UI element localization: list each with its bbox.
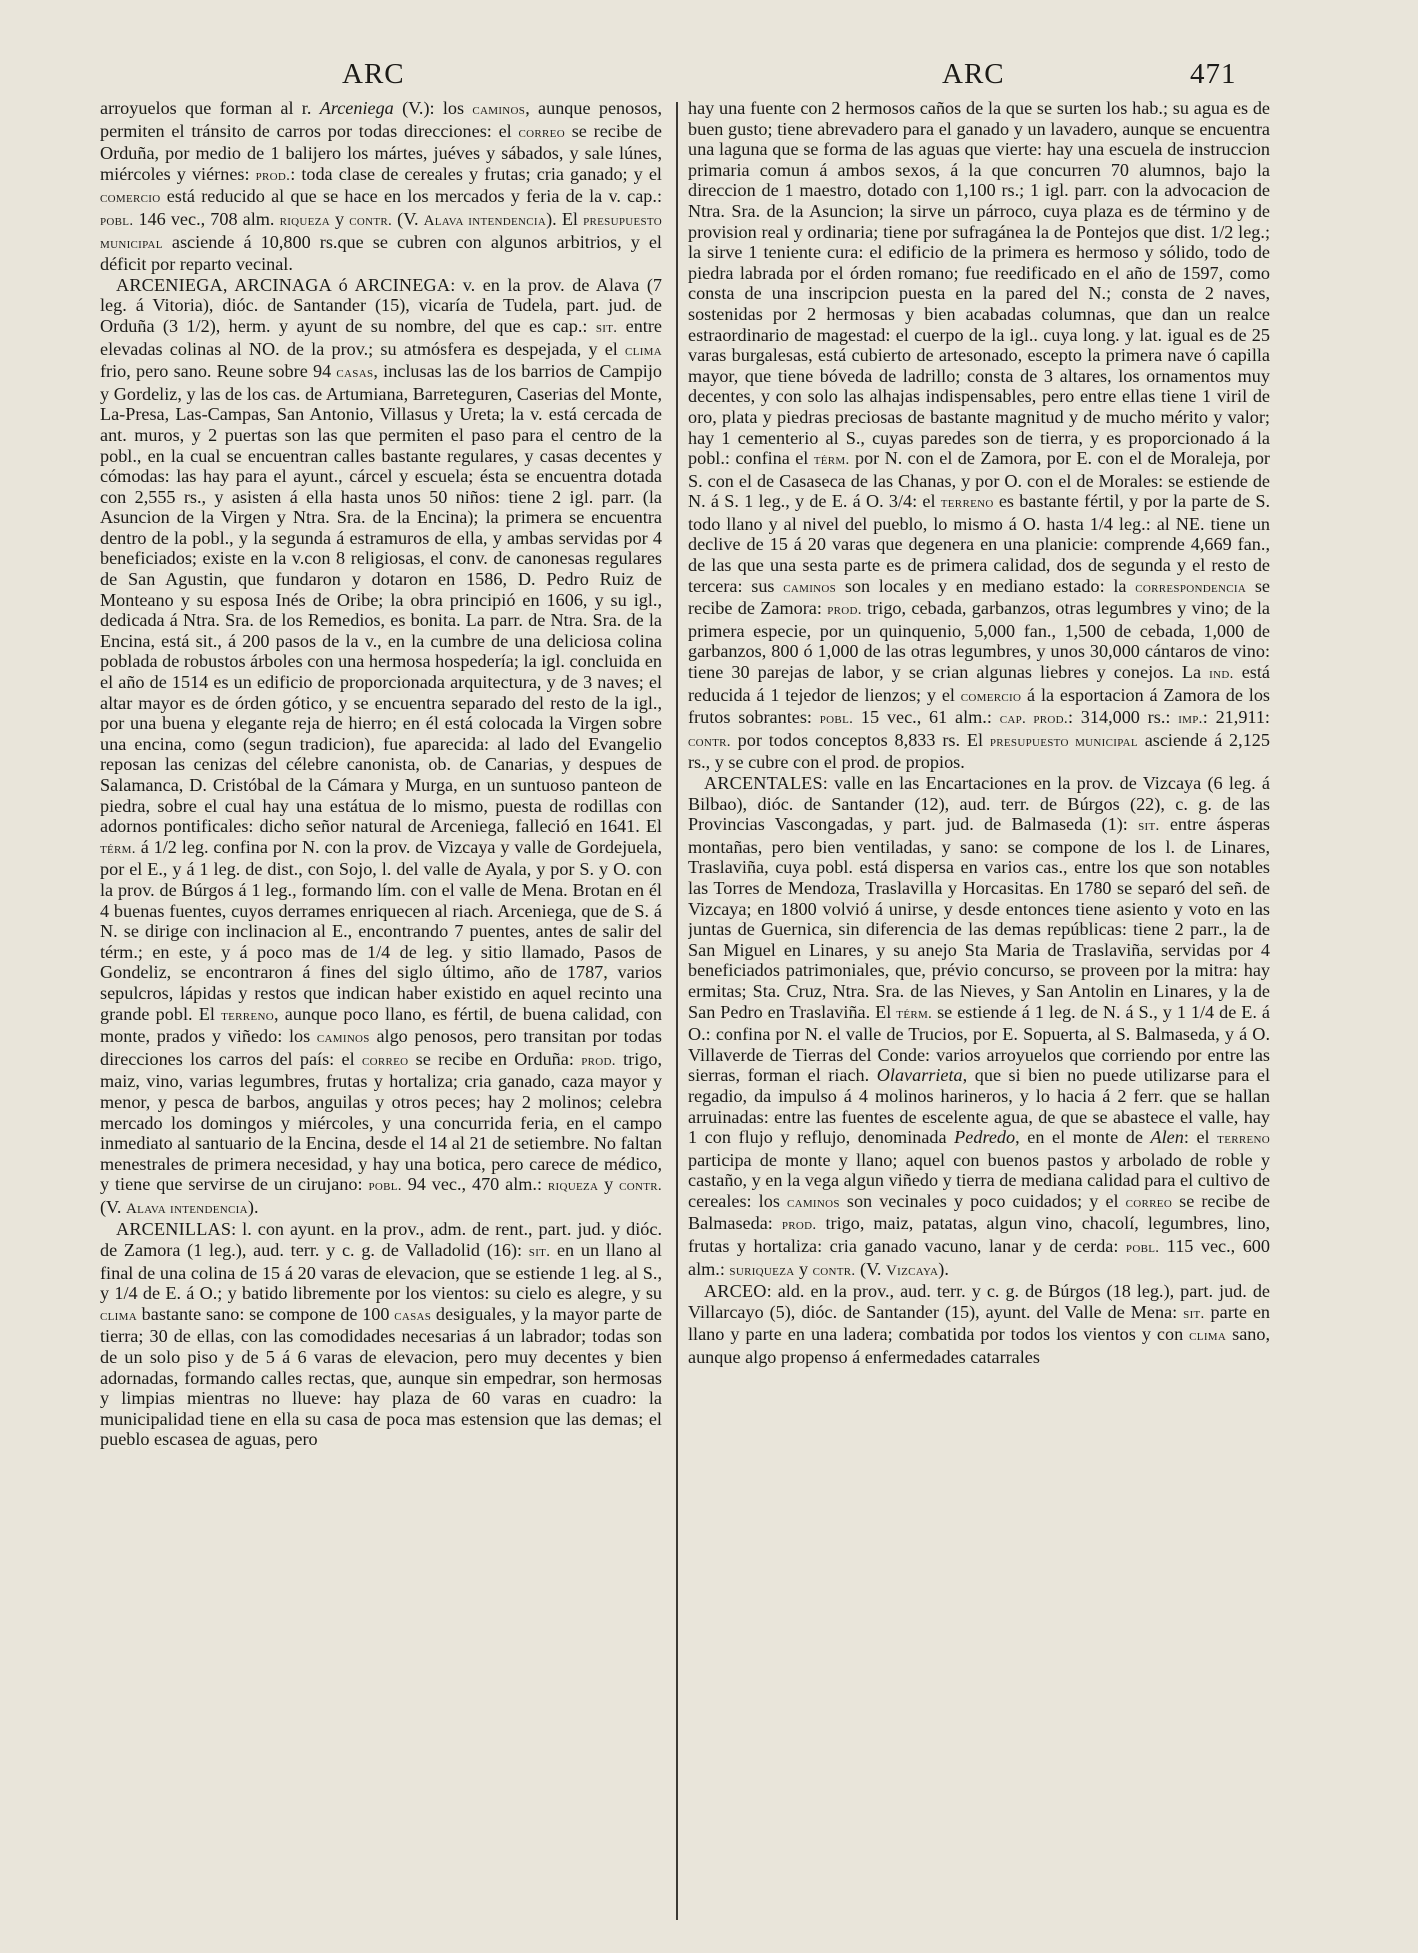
text-run: suriqueza — [729, 1262, 795, 1279]
text-run: Alen — [1150, 1127, 1184, 1148]
left-running-title: ARC — [342, 58, 405, 90]
text-run: correo — [361, 1052, 409, 1069]
text-run: : 314,000 rs.: — [1067, 707, 1179, 728]
text-run: comercio — [100, 190, 161, 207]
column-divider — [676, 102, 678, 1920]
text-run: pobl. — [1125, 1240, 1160, 1257]
text-run: hay una fuente con 2 hermosos caños de la que se surten los hab.; su agua es de buen gusto; tiene abrevadero para el ganado y un lavadero, aunque se encuentra una laguna que se forma de las aguas que vierte: hay una escuela de instruccion primaria comun á ambos sexos, á la que concurren 70 alumnos, bajo la direccion de 1 maestro, dotado con 1,100 rs.; 1 igl. parr. con la advocacion de Ntra. Sra. de la Asuncion; la sirve un párroco, cuya plaza es de término y de provision real y ordinaria; tiene por sufragánea la de Pontejos que dist. 1/2 leg.; la sirve 1 teniente cura: el edificio de la primera es hermoso y sólido, todo de piedra labrada por el órden romano; fue reedificado en el año de 1597, como consta de una inscripcion puesta en la pared del N.; consta de 2 naves, sostenidas por 2 hermosas y bien acabadas columnas, que dan un realce estraordinario de magestad: el cuerpo de la igl.. cuya long. y lat. igual es de 25 varas burgalesas, está cubierto de artesonado, escepto la primera nave ó capilla mayor, que tiene bóveda de ladrillo; consta de 3 altares, los ornamentos muy decentes, y con solo las alhajas indispensables, pero entre ellas tiene 1 viril de oro, plata y piedras preciosas de bastante magnitud y de mucho mérito y valor; hay 1 cementerio al S., cuyas paredes son de tierra, y es proporcionado á la pobl.: confina el — [688, 98, 1270, 469]
dictionary-paragraph — [100, 98, 662, 275]
text-run: Arceniega — [319, 98, 394, 118]
text-run: y — [794, 1258, 813, 1279]
text-run: contr. — [619, 1178, 662, 1195]
text-run: correspondencia — [1135, 579, 1247, 596]
text-run: Olavarrieta — [876, 1065, 963, 1086]
text-run: á 1/2 leg. confina por N. con la prov. de Vizcaya y valle de Gordejuela, por el E., y á 1 leg. de dist., con Sojo, l. del valle de Ayala, y por S. y O. con la prov. de Búrgos á 1 leg., formando lím. con el valle de Mena. Brotan en él 4 buenas fuentes, cuyos derrames enriquecen al riach. Arceniega, que de S. á N. se dirige con inclinacion al E., encontrando 7 puentes, antes de salir del térm.; en este, y á poco mas de 1/4 de leg. y sitio llamado, Pasos de Gondeliz, se encontraron á fines del siglo último, año de 1787, varios sepulcros, lápidas y restos que indican haber existido en aquel recinto una grande pobl. El — [100, 836, 662, 1024]
text-run: está reducido al que se hace en los mercados y feria de la v. cap.: — [160, 186, 662, 207]
text-run: asciende á 10,800 rs.que se cubren con algunos arbitrios, y el déficit por reparto vecinal. — [100, 231, 662, 275]
page-number: 471 — [1190, 58, 1237, 90]
text-run: (V.): los — [393, 98, 473, 118]
entry-headword: ARCEO — [704, 1281, 767, 1302]
dictionary-paragraph — [688, 1281, 1270, 1367]
text-run: entre elevadas colinas al NO. de la prov.; su atmósfera es despejada, y el — [100, 315, 662, 359]
text-run: caminos — [316, 1030, 370, 1047]
text-run: caminos — [472, 102, 526, 118]
text-run: trigo, maiz, vino, varias legumbres, frutas y hortaliza; cria ganado, caza mayor y menor, y pesca de barbos, anguilas y otros peces; hay 2 molinos; celebra mercado los domingos y miércoles, y una concurrida feria, en el campo inmediato al santuario de la Encina, desde el 14 al 21 de setiembre. No faltan menestrales de primera necesidad, y hay una botica, pero carece de médico, y tiene que servirse de un cirujano: — [100, 1048, 662, 1195]
text-run: casas — [394, 1307, 432, 1324]
left-column — [100, 98, 662, 1918]
text-run: Pedredo — [954, 1127, 1016, 1148]
text-run: contr. — [688, 733, 731, 750]
text-run: riqueza — [547, 1178, 599, 1195]
dictionary-paragraph — [100, 1219, 662, 1450]
text-run: á la esportacion á Zamora de los frutos sobrantes: — [688, 684, 1270, 728]
text-run: 15 vec., 61 alm.: — [853, 707, 1000, 728]
text-run: es bastante fértil, y por la parte de S. todo llano y al nivel del pueblo, lo mismo á O. hasta 1/4 leg.: al NE. tiene un declive de 15 á 20 varas que degenera en una planicie: comprende 4,669 fan., de las que una sesta parte es de primera calidad, dos de segunda y el resto de tercera: sus — [688, 491, 1270, 596]
text-run: prod. — [581, 1052, 616, 1069]
text-run: en un llano al final de una colina de 15 á 20 varas de elevacion, que se estiende 1 leg. al S., y 1/4 de E. á O.; y batido libremente por los vientos: su cielo es alegre, y su — [100, 1240, 662, 1304]
right-column — [688, 98, 1270, 1918]
text-run: y — [598, 1174, 620, 1195]
text-run: prod. — [827, 602, 862, 619]
text-run: se recibe en Orduña: — [408, 1048, 582, 1069]
entry-headword: ARCENIEGA, ARCINAGA ó ARCINEGA — [116, 274, 451, 295]
text-run: son locales y en mediano estado: la — [836, 575, 1136, 596]
text-run: sano, aunque algo propenso á enfermedades catarrales — [688, 1324, 1270, 1368]
text-run: sit. — [1183, 1305, 1205, 1322]
text-run: : el — [1183, 1127, 1218, 1148]
text-run: parte en llano y parte en una ladera; combatida por todos los vientos y con — [688, 1301, 1270, 1345]
text-run: caminos — [786, 1194, 840, 1211]
text-run: térm. — [100, 840, 136, 857]
entry-headword: ARCENTALES — [704, 773, 823, 793]
text-run: presupuesto municipal — [989, 733, 1138, 750]
text-run: sit. — [595, 319, 618, 336]
text-run: ). — [938, 1258, 949, 1279]
text-run: (V. — [392, 208, 424, 229]
text-run: desiguales, y la mayor parte de tierra; 30 de ellas, con las comodidades necesarias á un labrador; todas son de un solo piso y de 5 á 6 varas de elevacion, pero muy decentes y bien adornadas, formando calles rectas, que, aunque sin empedrar, son hermosas y limpias mientras no llueve: hay plaza de 60 varas en cuadro: la municipalidad tiene en ella su casa de poca mas estension que las demas; el pueblo escasea de aguas, pero — [100, 1303, 662, 1450]
text-run: , aunque poco llano, es fértil, de buena calidad, con monte, prados y viñedo: los — [100, 1003, 662, 1047]
text-run: terreno — [940, 495, 994, 512]
text-run: clima — [100, 1307, 137, 1324]
text-run: se recibe de Balmaseda: — [688, 1190, 1270, 1234]
text-run: terreno — [221, 1007, 274, 1024]
text-run: se recibe de Orduña, por medio de 1 balijero los mártes, juéves y sábados, y sale lúnes, miércoles y viérnes: — [100, 120, 662, 184]
text-run: prod. — [781, 1217, 817, 1234]
text-run: correo — [1125, 1194, 1173, 1211]
text-run: y — [329, 208, 350, 229]
text-run: : toda clase de cereales y frutas; cria ganado; y el — [290, 163, 662, 184]
text-run: terreno — [1217, 1131, 1270, 1148]
dictionary-paragraph — [688, 98, 1270, 773]
text-run: está reducida á 1 tejedor de lienzos; y el — [688, 662, 1270, 705]
text-run: : 21,911: — [1202, 707, 1270, 728]
text-run: contr. — [812, 1262, 856, 1279]
text-run: entre ásperas montañas, pero bien ventiladas, y sano: se compone de los l. de Linares, Traslaviña, cuya pobl. está dispersa en varios cas., entre los que son notables las Torres de Mendoza, Traslavilla y Horcasitas. En 1780 se separó del señ. de Vizcaya; en 1800 volvió á unirse, y desde entonces tiene asiento y voto en las juntas de Guernica, sin diferencia de las demas repúblicas: tiene 2 parr., la de San Miguel en Linares, y su anejo Sta Maria de Traslaviña, servidas por 4 beneficiados patrimoniales, que, prévio concurso, se proveen por la mitra: hay ermitas; Sta. Cruz, Ntra. Sra. de las Nieves, y San Antolin en Linares, y la de San Pedro en Traslaviña. El — [688, 814, 1270, 1022]
text-run: clima — [1189, 1328, 1227, 1345]
text-run: , que si bien no puede utilizarse para el regadio, da impulso á 4 molinos harineros, y lo hacia á 2 ferr. que se hallan arruinadas: entre las fuentes de escelente agua, de que se abastece el valle, hay 1 con flujo y reflujo, denominada — [688, 1065, 1270, 1148]
text-run: 115 vec., 600 alm.: — [688, 1236, 1270, 1279]
text-run: algo penosos, pero transitan por todas direcciones los carros del país: el — [100, 1026, 662, 1069]
text-run: bastante sano: se compone de 100 — [136, 1303, 395, 1324]
text-run: : valle en las Encartaciones en la prov. de Vizcaya (6 leg. á Bilbao), dióc. de Santander (12), aud. terr. de Búrgos (22), c. g. de las Provincias Vascongadas, y part. jud. de Balmaseda (1): — [688, 773, 1270, 835]
text-run: (V. — [100, 1196, 126, 1217]
text-run: (V. — [855, 1258, 886, 1279]
text-run: ). — [247, 1196, 259, 1217]
text-run: : v. en la prov. de Alava (7 leg. á Vitoria), dióc. de Santander (15), vicaría de Tudela, part. jud. de Orduña (3 1/2), herm. y ayunt de su nombre, del que es cap.: — [100, 274, 662, 336]
text-run: imp. — [1178, 711, 1203, 728]
text-run: : ald. en la prov., aud. terr. y c. g. de Búrgos (18 leg.), part. jud. de Villarcayo (5), dióc. de Santander (15), ayunt. del Valle de Mena: — [688, 1281, 1270, 1322]
text-run: comercio — [960, 688, 1022, 705]
text-run: asciende á 2,125 rs., y se cubre con el prod. de propios. — [688, 729, 1270, 773]
dictionary-paragraph — [100, 275, 662, 1220]
text-run: se recibe de Zamora: — [688, 575, 1270, 619]
text-run: ind. — [1209, 666, 1234, 683]
text-run: trigo, maiz, patatas, algun vino, chacolí, legumbres, lino, frutas y hortaliza: cria ganado vacuno, lanar y de cerda: — [688, 1213, 1270, 1257]
text-run: trigo, cebada, garbanzos, otras legumbres y vino; de la primera especie, por un quinquenio, 5,000 fan., 1,500 de cebada, 1,000 de garbanzos, 800 ó 1,000 de las otras legumbres, y unos 30,000 cántaros de vino: tiene 30 parejas de labor, y se crian algunas liebres y conejos. La — [688, 598, 1270, 683]
text-run: se estiende á 1 leg. de N. á S., y 1 1/4 de E. á O.: confina por N. el valle de Trucios, por E. Sopuerta, al S. Balmaseda, y á O. Villaverde de Tierras del Conde: varios arroyuelos que corriendo por entre las sierras, forman el riach. — [688, 1001, 1270, 1086]
text-run: térm. — [896, 1005, 933, 1022]
text-run: Alava intendencia — [423, 212, 547, 229]
text-run: , en el monte de — [1015, 1127, 1151, 1148]
text-run: térm. — [813, 452, 850, 469]
right-running-title: ARC — [942, 58, 1005, 90]
text-run: sit. — [1138, 818, 1160, 835]
text-run: ). El — [546, 208, 584, 229]
text-run: 94 vec., 470 alm.: — [401, 1174, 548, 1195]
text-run: prod. — [255, 167, 291, 184]
text-run: presupuesto municipal — [100, 212, 662, 252]
text-run: clima — [625, 342, 662, 359]
text-run: correo — [518, 124, 565, 141]
text-run: riqueza — [279, 212, 330, 229]
text-run: , aunque penosos, permiten el tránsito de carros por todas direcciones: el — [100, 98, 662, 141]
text-run: frio, pero sano. Reune sobre 94 — [100, 361, 337, 382]
text-run: contr. — [349, 212, 393, 229]
text-run: por N. con el de Zamora, por E. con el de Moraleja, por S. con el de Casaseca de las Chanas, y por O. con el de Morales: se estiende de N. á S. 1 leg., y de E. á O. 3/4: el — [688, 448, 1270, 512]
text-run: sit. — [528, 1244, 551, 1261]
text-run: casas — [336, 365, 374, 382]
text-run: pobl. — [100, 212, 134, 229]
text-run: por todos conceptos 8,833 rs. El — [730, 729, 990, 750]
text-run: arroyuelos que forman al r. — [100, 98, 320, 118]
text-run: cap. prod. — [999, 711, 1068, 728]
text-run: Alava intendencia — [125, 1200, 248, 1217]
text-run: son vecinales y poco cuidados; y el — [839, 1190, 1126, 1211]
dictionary-paragraph — [688, 773, 1270, 1281]
text-run: caminos — [783, 579, 837, 596]
entry-headword: ARCENILLAS — [116, 1219, 232, 1240]
text-run: pobl. — [368, 1178, 402, 1195]
text-run: Vizcaya — [886, 1262, 939, 1279]
text-run: , inclusas las de los barrios de Campijo y Gordeliz, y las de los cas. de Artumiana, Barreteguren, Caserias del Monte, La-Presa, Las-Campas, San Antonio, Villasus y Ureta; la v. está cercada de ant. muros, y 2 puertas son las que permiten el paso para el centro de la pobl., en la cual se encuentran calles bastante regulares, y casas decentes y cómodas: las hay para el ayunt., cárcel y escuela; ésta se encuentra dotada con 2,555 rs., y asisten á ella hasta unos 50 niños: tiene 2 igl. parr. (la Asuncion de la Virgen y Ntra. Sra. de la Encina); la primera se encuentra dentro de la pobl., y la segunda á estramuros de ella, y ambas servidas por 4 beneficiados; existe en la v.con 8 religiosas, el conv. de canonesas regulares de San Agustin, que fundaron y dotaron en 1586, D. Pedro Ruiz de Monteano y su esposa Inés de Oribe; la obra principió en 1606, y su igl., dedicada á Ntra. Sra. de los Remedios, es bonita. La parr. de Ntra. Sra. de la Encina, está sit., á 200 pasos de la v., en la cumbre de una deliciosa colina poblada de robustos árboles con una hermosa hospedería; la igl. concluida en el año de 1514 es un edificio de proporcionada arquitectura, y de 3 naves; el altar mayor es de órden gótico, y se encuentra separado del resto de la igl., por una buena y elegante reja de hierro; en él está colocada la Virgen sobre una encina, como (segun tradicion), fue aparecida: al lado del Evangelio reposan las cenizas del célebre canonista, ob. de Canarias, y despues de Salamanca, D. Cristóbal de la Cámara y Murga, en un suntuoso panteon de piedra, sobre el cual hay una estátua de lo mismo, puesta de rodillas con adornos pontificales: dicho señor natural de Arceniega, falleció en 1641. El — [100, 361, 662, 837]
text-run: pobl. — [819, 711, 854, 728]
text-run: : l. con ayunt. en la prov., adm. de rent., part. jud. y dióc. de Zamora (1 leg.), aud. terr. y c. g. de Valladolid (16): — [100, 1219, 662, 1261]
text-run: 146 vec., 708 alm. — [133, 208, 280, 229]
running-header — [0, 58, 1418, 98]
text-run: participa de monte y llano; aquel con buenos pastos y arbolado de roble y castaño, y en la vega algun viñedo y tierra de mediana calidad para el cultivo de cereales: los — [688, 1149, 1270, 1211]
